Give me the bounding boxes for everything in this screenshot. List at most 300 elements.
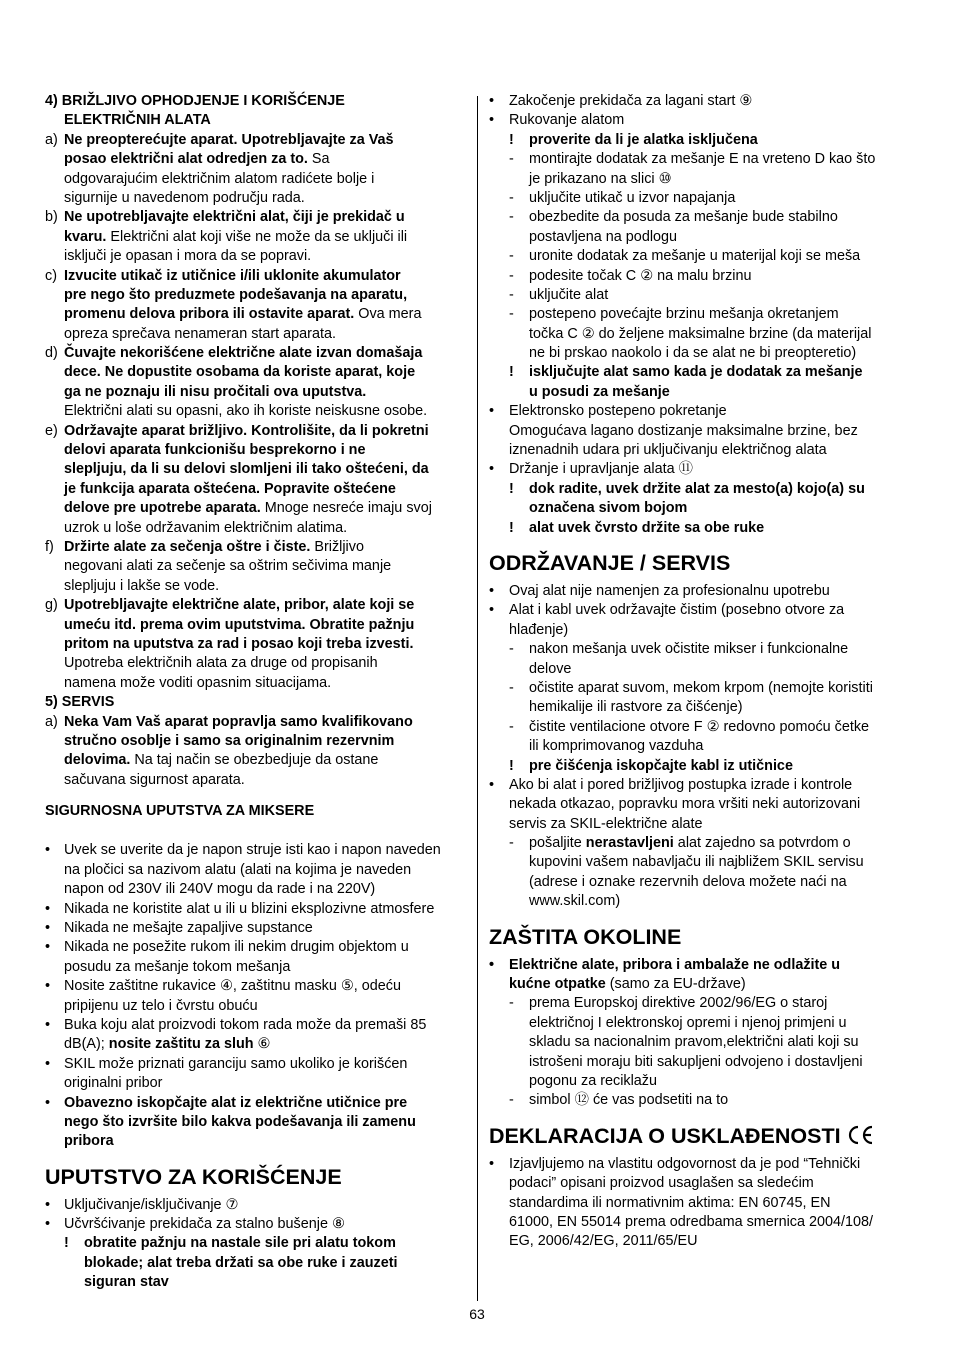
list-marker: a) <box>45 131 58 148</box>
text-run: u posudi za mešanje <box>529 383 670 400</box>
line-text <box>509 92 752 111</box>
text-run: Uvek se uverite da je napon struje isti kao i napon naveden <box>64 842 441 859</box>
text-run: slepljuju, da li su delovi slomljeni ili tako oštećeni, da <box>64 461 429 478</box>
list-marker: • <box>45 1094 51 1111</box>
text-line <box>45 228 466 247</box>
section-heading-text: DEKLARACIJA O USKLAĐENOSTI <box>489 1123 841 1148</box>
text-line <box>45 383 466 402</box>
line-text <box>64 977 401 996</box>
list-marker: • <box>45 920 51 937</box>
list-marker: • <box>45 978 51 995</box>
text-line <box>45 1055 466 1074</box>
text-run: Održavajte aparat brižljivo. Kontrolišite, da li pokretni <box>64 422 429 439</box>
line-text <box>529 892 620 911</box>
text-line <box>489 170 912 189</box>
line-text <box>529 325 871 344</box>
text-run: SIGURNOSNA UPUTSTVA ZA MIKSERE <box>45 803 315 820</box>
line-text <box>509 111 624 130</box>
line-text <box>529 853 864 872</box>
text-run: stručno osoblje i samo sa originalnim rezervnim <box>64 732 395 749</box>
text-line <box>489 1194 912 1213</box>
text-line <box>489 1091 912 1110</box>
text-run: čistite ventilacione otvore F ② redovno pomoću četke <box>529 718 870 735</box>
text-line <box>489 247 912 266</box>
line-text <box>529 1053 863 1072</box>
text-line <box>489 660 912 679</box>
text-line <box>45 92 466 111</box>
text-run: Na taj način se obezbedjuje da ostane <box>130 752 379 769</box>
text-line <box>45 111 466 130</box>
line-text <box>529 228 677 247</box>
list-marker: • <box>489 1155 495 1172</box>
text-run: Rukovanje alatom <box>509 112 625 129</box>
line-text <box>64 286 407 305</box>
text-run: promenu delova pribora ili ostavite aparat. <box>64 306 355 323</box>
text-run: pošaljite <box>529 835 582 852</box>
text-run: Čuvajte nekorišćene električne alate izvan domašaja <box>64 345 423 362</box>
line-text <box>64 616 414 635</box>
text-run: uključite alat <box>529 286 609 303</box>
text-run: pritom na uputstva za rad i posao koji treba izvesti. <box>64 635 414 652</box>
text-run: odgovarajućim električnim alatom radićete bolje i <box>64 170 375 187</box>
list-marker: • <box>489 602 495 619</box>
line-text <box>64 325 336 344</box>
list-marker: - <box>509 835 514 852</box>
line-text <box>529 305 839 324</box>
section-heading-text: ZAŠTITA OKOLINE <box>489 924 682 949</box>
text-run: Električni alat koji više ne može da se uključi ili <box>106 228 408 245</box>
text-line <box>45 557 466 576</box>
text-line <box>45 150 466 169</box>
text-line <box>489 1033 912 1052</box>
text-run: negovani alati za sečenje sa oštrim sečivima manje <box>64 558 392 575</box>
text-line <box>489 422 912 441</box>
text-run: točka C ② do željene maksimalne brzine (da materijal <box>529 325 872 342</box>
text-line <box>45 402 466 421</box>
line-text <box>64 596 414 615</box>
line-text <box>64 900 434 919</box>
text-line <box>45 713 466 732</box>
text-line <box>45 1035 466 1054</box>
right-column <box>489 92 912 1252</box>
line-text <box>529 1033 859 1052</box>
text-run: namena može voditi opasnim situacijama. <box>64 674 332 691</box>
text-line <box>45 1113 466 1132</box>
text-line <box>45 267 466 286</box>
text-line <box>489 305 912 324</box>
list-marker: ! <box>509 364 514 381</box>
line-text <box>64 1035 270 1054</box>
text-line <box>489 150 912 169</box>
text-line <box>45 1094 466 1113</box>
line-text <box>509 956 840 975</box>
text-line <box>45 577 466 596</box>
text-run: ⑥ <box>253 1036 271 1053</box>
text-run: pre nego što preduzmete podešavanja na aparatu, <box>64 286 408 303</box>
text-run: Elektronsko postepeno pokretanje <box>509 403 727 420</box>
text-line <box>45 880 466 899</box>
list-marker: • <box>489 582 495 599</box>
text-run: delove <box>529 660 572 677</box>
text-run: na pločici sa nazivom alatu (alati na kojima je naveden <box>64 861 412 878</box>
text-line <box>45 596 466 615</box>
line-text <box>529 170 671 189</box>
text-run: nakon mešanja uvek očistite mikser i funkcionalne <box>529 641 849 658</box>
text-line <box>45 344 466 363</box>
text-run: Držirte alate za sečenja oštre i čiste. <box>64 538 311 555</box>
line-text <box>64 1113 416 1132</box>
text-line <box>45 1074 466 1093</box>
text-line <box>489 111 912 130</box>
text-line <box>45 802 466 821</box>
text-run: očistite aparat suvom, mekom krpom (nemojte koristiti <box>529 679 873 696</box>
line-text <box>529 834 851 853</box>
line-text <box>64 480 396 499</box>
text-run: (samo za EU-države) <box>605 976 746 993</box>
text-run: isključujte alat samo kada je dodatak za mešanje <box>529 364 863 381</box>
line-text <box>529 267 751 286</box>
line-text <box>64 305 421 324</box>
list-marker: • <box>489 112 495 129</box>
text-line <box>45 635 466 654</box>
line-text <box>529 499 687 518</box>
list-marker: • <box>45 939 51 956</box>
text-line <box>489 621 912 640</box>
section-heading <box>489 1123 912 1149</box>
text-line <box>489 460 912 479</box>
line-text <box>64 111 211 130</box>
line-text <box>64 938 409 957</box>
line-text <box>64 1196 238 1215</box>
line-text <box>509 1155 860 1174</box>
line-text <box>529 131 758 150</box>
text-run: Električni alati su opasni, ako ih koriste neiskusne osobe. <box>64 403 428 420</box>
text-run: pribora <box>64 1133 114 1150</box>
line-text <box>64 131 394 150</box>
text-line <box>489 815 912 834</box>
text-run: kućne otpatke <box>509 976 606 993</box>
line-text <box>84 1254 398 1273</box>
line-text <box>64 771 245 790</box>
line-text <box>84 1234 396 1253</box>
line-text <box>509 1194 831 1213</box>
line-text <box>64 1016 426 1035</box>
text-run: Nikada ne posežite rukom ili nekim drugim objektom u <box>64 939 409 956</box>
list-marker: e) <box>45 422 58 439</box>
text-run: sigurnije u navedenom području rada. <box>64 189 305 206</box>
section-heading-text: ODRŽAVANJE / SERVIS <box>489 550 731 575</box>
text-run: ELEKTRIČNIH ALATA <box>64 112 211 129</box>
text-line <box>489 853 912 872</box>
line-text <box>529 757 793 776</box>
text-line <box>489 228 912 247</box>
line-text <box>84 1273 169 1292</box>
text-line <box>45 1234 466 1253</box>
text-line <box>489 1232 912 1251</box>
text-line <box>489 956 912 975</box>
text-line <box>45 247 466 266</box>
list-marker: f) <box>45 538 54 555</box>
line-text <box>64 880 375 899</box>
text-run: delovi aparata funkcionišu besprekorno i ne <box>64 442 366 459</box>
line-text <box>529 640 848 659</box>
line-text <box>64 150 330 169</box>
list-marker: ! <box>509 480 514 497</box>
line-text <box>529 660 571 679</box>
text-run: Upotreba električnih alata za druge od propisanih <box>64 655 378 672</box>
list-marker: a) <box>45 713 58 730</box>
text-line <box>489 834 912 853</box>
line-text <box>64 732 394 751</box>
text-run: Nikada ne mešajte zapaljive supstance <box>64 920 313 937</box>
text-run: standardima ili normativnim aktima: EN 60745, EN <box>509 1194 831 1211</box>
text-line <box>45 751 466 770</box>
line-text <box>64 958 290 977</box>
text-line <box>489 718 912 737</box>
text-run: obezbedite da posuda za mešanje bude stabilno <box>529 209 838 226</box>
text-run: posao električni alat odredjen za to. <box>64 151 308 168</box>
text-line <box>489 1014 912 1033</box>
line-text <box>64 1094 407 1113</box>
text-run: ga ne poznaju ili nisu pročitali ova uputstva. <box>64 383 367 400</box>
section-heading <box>489 924 912 950</box>
text-line <box>45 480 466 499</box>
text-line <box>45 1016 466 1035</box>
line-text <box>509 621 568 640</box>
text-run: Sa <box>307 151 330 168</box>
text-line <box>489 363 912 382</box>
text-run: hlađenje) <box>509 621 569 638</box>
text-run: Ova mera <box>354 306 422 323</box>
text-line <box>45 538 466 557</box>
line-text <box>529 247 860 266</box>
text-run: istrošeni moraju biti sakupljeni odvojeno i dostavljeni <box>529 1053 863 1070</box>
list-marker: ! <box>509 519 514 536</box>
text-line <box>45 305 466 324</box>
text-line <box>45 1273 466 1292</box>
text-run: originalni pribor <box>64 1075 163 1092</box>
text-line <box>489 499 912 518</box>
text-run: Izvucite utikač iz utičnice i/ili uklonite akumulator <box>64 267 401 284</box>
line-text <box>529 383 670 402</box>
list-marker: • <box>45 1055 51 1072</box>
text-line <box>489 1053 912 1072</box>
text-run: Ne preopterećujte aparat. Upotrebljavajte za Vaš <box>64 131 394 148</box>
text-run: kvaru. <box>64 228 107 245</box>
line-text <box>64 208 405 227</box>
text-run: postavljena na podlogu <box>529 228 678 245</box>
line-text <box>64 919 313 938</box>
text-line <box>45 616 466 635</box>
text-run: 5) SERVIS <box>45 694 115 711</box>
text-line <box>45 900 466 919</box>
ce-mark-icon <box>847 1125 874 1145</box>
text-run: električnoj I elektronskoj opremi i njenoj primjeni u <box>529 1014 847 1031</box>
page-number: 63 <box>469 1306 485 1322</box>
text-line <box>489 582 912 601</box>
list-marker: d) <box>45 345 58 362</box>
line-text <box>529 286 608 305</box>
list-marker: - <box>509 641 514 658</box>
line-text <box>64 713 413 732</box>
line-text <box>64 635 413 654</box>
line-text <box>64 577 219 596</box>
line-text <box>64 460 429 479</box>
line-text <box>64 1074 162 1093</box>
list-marker: - <box>509 306 514 323</box>
text-run: Brižljivo <box>310 538 364 555</box>
text-line <box>489 208 912 227</box>
text-line <box>45 861 466 880</box>
line-text <box>64 267 401 286</box>
line-text <box>64 170 374 189</box>
text-run: uključite utikač u izvor napajanja <box>529 189 736 206</box>
text-line <box>45 422 466 441</box>
text-line <box>45 919 466 938</box>
line-text <box>64 997 258 1016</box>
text-line <box>489 679 912 698</box>
text-run: siguran stav <box>84 1274 169 1291</box>
text-run: dB(A); <box>64 1036 105 1053</box>
text-run: blokade; alat treba držati sa obe ruke i zauzeti <box>84 1254 398 1271</box>
text-run: Ako bi alat i pored brižljivog postupka izrade i kontrole <box>509 776 853 793</box>
text-run: podesite točak C ② na malu brzinu <box>529 267 752 284</box>
column-divider <box>477 96 478 1301</box>
text-line <box>489 189 912 208</box>
text-run: sačuvana sigurnost aparata. <box>64 771 245 788</box>
list-marker: • <box>489 776 495 793</box>
text-run: Alat i kabl uvek održavajte čistim (posebno otvore za <box>509 602 845 619</box>
text-line <box>45 771 466 790</box>
text-run: Nikada ne koristite alat u ili u blizini eksplozivne atmosfere <box>64 900 435 917</box>
text-run: simbol ⑫ će vas podsetiti na to <box>529 1092 729 1109</box>
list-marker: • <box>489 461 495 478</box>
text-run: hemikalije ili rastvore za čišćenje) <box>529 699 743 716</box>
list-marker: - <box>509 995 514 1012</box>
text-run: je prikazano na slici ⑩ <box>529 170 672 187</box>
line-text <box>529 737 703 756</box>
list-marker: - <box>509 209 514 226</box>
list-marker: - <box>509 151 514 168</box>
text-line <box>45 208 466 227</box>
line-text <box>64 861 411 880</box>
text-line <box>45 519 466 538</box>
text-run: Zakočenje prekidača za lagani start ⑨ <box>509 93 753 109</box>
text-run: proverite da li je alatka isključena <box>529 131 758 148</box>
line-text <box>64 228 407 247</box>
text-run: ili komprimovanog vazduha <box>529 738 704 755</box>
list-marker: • <box>45 842 51 859</box>
text-run: Neka Vam Vaš aparat popravlja samo kvalifikovano <box>64 713 413 730</box>
text-run: Upotrebljavajte električne alate, pribor, alate koji se <box>64 597 415 614</box>
list-marker: • <box>45 1216 51 1233</box>
line-text <box>509 1174 814 1193</box>
list-marker: - <box>509 679 514 696</box>
text-line <box>45 131 466 150</box>
text-line <box>489 975 912 994</box>
list-marker: ! <box>509 757 514 774</box>
text-line <box>489 325 912 344</box>
text-run: alat zajedno sa potvrdom o <box>673 835 851 852</box>
line-text <box>529 873 847 892</box>
line-text <box>529 363 863 382</box>
text-run: prema Europskoj direktive 2002/96/EG o staroj <box>529 995 828 1012</box>
line-text <box>509 402 727 421</box>
section-heading <box>45 1164 466 1190</box>
line-text <box>509 1232 698 1251</box>
line-text <box>509 601 844 620</box>
text-run: isključi je opasan i mora da se popravi. <box>64 248 312 265</box>
text-run: Učvršćivanje prekidača za stalno bušenje ⑧ <box>64 1216 345 1233</box>
text-line <box>489 698 912 717</box>
text-run: je funkcija aparata oštećena. Popravite oštećene <box>64 480 396 497</box>
line-text <box>45 693 114 712</box>
text-line <box>45 841 466 860</box>
list-marker: • <box>45 1196 51 1213</box>
line-text <box>64 499 432 518</box>
text-run: www.skil.com) <box>529 893 621 910</box>
text-line <box>45 441 466 460</box>
line-text <box>64 674 331 693</box>
left-column <box>45 92 466 1293</box>
line-text <box>509 441 827 460</box>
line-text <box>509 422 858 441</box>
text-run: označena sivom bojom <box>529 500 688 517</box>
list-marker: • <box>489 956 495 973</box>
line-text <box>64 422 429 441</box>
text-run: Obavezno iskopčajte alat iz električne utičnice pre <box>64 1094 408 1111</box>
text-run: Držanje i upravljanje alata ⑪ <box>509 461 693 478</box>
text-line <box>45 997 466 1016</box>
text-line <box>489 994 912 1013</box>
line-text <box>64 751 378 770</box>
text-run: 4) BRIŽLJIVO OPHODJENJE I KORIŠĆENJE <box>45 93 345 109</box>
text-run: Ne upotrebljavajte električni alat, čiji je prekidač u <box>64 209 405 226</box>
line-text <box>509 975 746 994</box>
text-line <box>45 363 466 382</box>
text-run: nerastavljeni <box>581 835 674 852</box>
text-line <box>489 757 912 776</box>
text-line <box>45 189 466 208</box>
text-run: servis za SKIL-električne alate <box>509 815 703 832</box>
text-run: uronite dodatak za mešanje u materijal koji se meša <box>529 248 861 265</box>
text-line <box>489 383 912 402</box>
text-run: opreza sprečava nenameran start aparata. <box>64 325 336 342</box>
text-run: Buka koju alat proizvodi tokom rada može da premaši 85 <box>64 1016 427 1033</box>
text-line <box>45 732 466 751</box>
line-text <box>509 582 830 601</box>
text-line <box>489 1213 912 1232</box>
line-text <box>529 1072 657 1091</box>
text-run: pre čišćenja iskopčajte kabl iz utičnice <box>529 757 793 774</box>
line-text <box>64 441 365 460</box>
text-run: Izjavljujemo na vlastitu odgovornost da je pod “Tehnički <box>509 1155 861 1172</box>
line-text <box>529 189 735 208</box>
text-run: ne bi prskao naokolo i da se alat ne bi preopteretio) <box>529 345 857 362</box>
line-text <box>64 344 422 363</box>
line-text <box>529 150 875 169</box>
text-run: Mnoge nesreće imaju svoj <box>260 500 432 517</box>
line-text <box>64 1215 345 1234</box>
line-text <box>64 383 366 402</box>
text-line <box>45 1215 466 1234</box>
list-marker: • <box>489 93 495 109</box>
text-run: Uključivanje/isključivanje ⑦ <box>64 1196 239 1213</box>
text-run: Nosite zaštitne rukavice ④, zaštitnu masku ⑤, odeću <box>64 978 401 995</box>
line-text <box>529 718 869 737</box>
text-run: dece. Ne dopustite osobama da koriste aparat, koje <box>64 364 416 381</box>
text-line <box>489 519 912 538</box>
